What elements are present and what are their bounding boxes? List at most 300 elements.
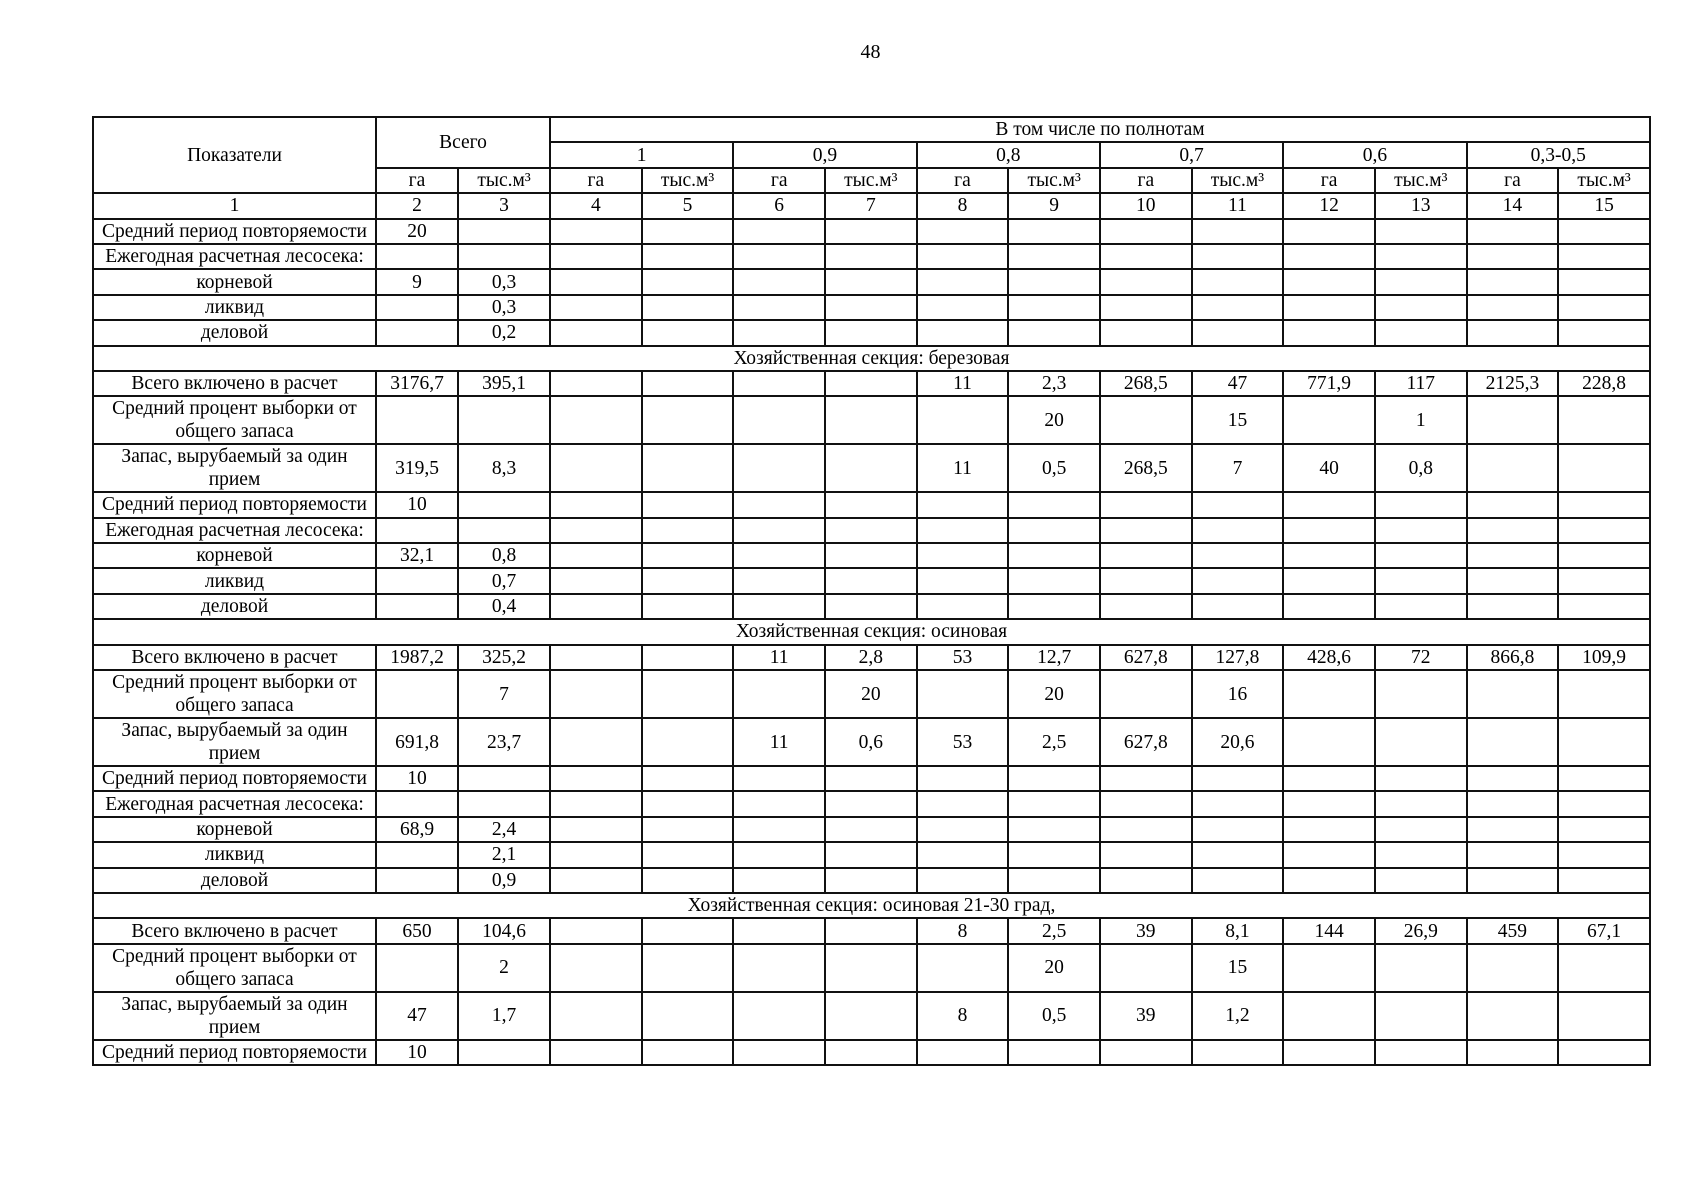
data-cell (825, 568, 917, 593)
data-cell (550, 670, 642, 718)
data-cell (917, 568, 1009, 593)
table-row (93, 543, 1650, 568)
data-cell (1375, 568, 1467, 593)
data-cell: 0,4 (458, 594, 550, 619)
data-cell: 39 (1100, 992, 1192, 1040)
row-label: деловой (93, 320, 376, 345)
data-cell (733, 444, 825, 492)
data-cell (1558, 670, 1650, 718)
data-cell: 10 (376, 766, 458, 791)
data-cell: 0,9 (458, 868, 550, 893)
data-cell: 47 (1192, 371, 1284, 396)
data-cell (550, 269, 642, 294)
data-cell (733, 992, 825, 1040)
data-cell (1283, 791, 1375, 816)
data-cell: 2,5 (1008, 918, 1100, 943)
data-cell: 20 (1008, 396, 1100, 444)
data-cell: 67,1 (1558, 918, 1650, 943)
data-cell: 7 (1192, 444, 1284, 492)
data-cell (825, 543, 917, 568)
data-cell (1375, 492, 1467, 517)
data-cell (1008, 766, 1100, 791)
table-row (93, 320, 1650, 345)
data-cell (733, 543, 825, 568)
data-cell (733, 244, 825, 269)
data-cell: 20 (825, 670, 917, 718)
data-cell (550, 817, 642, 842)
table-row (93, 817, 1650, 842)
data-cell (550, 1040, 642, 1065)
row-label: Ежегодная расчетная лесосека: (93, 518, 376, 543)
data-cell (1558, 543, 1650, 568)
data-cell (1008, 817, 1100, 842)
data-cell (376, 944, 458, 992)
table-row (93, 766, 1650, 791)
column-number: 15 (1558, 193, 1650, 218)
data-cell: 8 (917, 918, 1009, 943)
data-cell (1192, 320, 1284, 345)
data-cell (733, 817, 825, 842)
data-cell (1008, 842, 1100, 867)
data-cell (825, 594, 917, 619)
data-cell (1558, 868, 1650, 893)
data-cell (1467, 992, 1559, 1040)
data-cell: 0,5 (1008, 444, 1100, 492)
data-cell (825, 244, 917, 269)
data-cell (642, 718, 734, 766)
row-label: деловой (93, 594, 376, 619)
row-label: Всего включено в расчет (93, 918, 376, 943)
data-cell (1100, 568, 1192, 593)
table-row (93, 791, 1650, 816)
density-group-header: 0,6 (1283, 142, 1466, 167)
data-cell (1558, 444, 1650, 492)
data-cell: 8,3 (458, 444, 550, 492)
data-cell: 2,3 (1008, 371, 1100, 396)
data-cell (1100, 817, 1192, 842)
data-cell (1283, 219, 1375, 244)
data-cell: 1987,2 (376, 645, 458, 670)
data-cell (1100, 543, 1192, 568)
data-cell (1008, 244, 1100, 269)
data-cell (1558, 594, 1650, 619)
data-cell (550, 868, 642, 893)
section-title: Хозяйственная секция: березовая (93, 346, 1650, 371)
column-number: 5 (642, 193, 734, 218)
data-cell (1100, 791, 1192, 816)
unit-volume-header: тыс.м³ (1008, 168, 1100, 193)
data-cell (1467, 543, 1559, 568)
data-cell (1467, 518, 1559, 543)
data-cell (1558, 244, 1650, 269)
data-cell (1467, 817, 1559, 842)
row-label: Средний период повторяемости (93, 1040, 376, 1065)
data-cell (1375, 868, 1467, 893)
data-cell (1467, 791, 1559, 816)
data-cell (733, 371, 825, 396)
data-cell (642, 396, 734, 444)
data-cell: 16 (1192, 670, 1284, 718)
data-cell (917, 518, 1009, 543)
data-cell: 319,5 (376, 444, 458, 492)
data-cell (1375, 594, 1467, 619)
density-group-header: 0,9 (733, 142, 916, 167)
table-header (93, 117, 1650, 219)
data-cell (917, 219, 1009, 244)
data-cell (1558, 1040, 1650, 1065)
data-cell (376, 868, 458, 893)
data-cell: 20 (1008, 944, 1100, 992)
row-label: Средний процент выборки от общего запаса (93, 670, 376, 718)
data-cell (1008, 543, 1100, 568)
data-cell (550, 594, 642, 619)
data-cell (458, 518, 550, 543)
data-cell (1375, 766, 1467, 791)
data-cell (376, 670, 458, 718)
data-cell (550, 842, 642, 867)
data-cell (1283, 594, 1375, 619)
data-cell (1008, 518, 1100, 543)
unit-area-header: га (917, 168, 1009, 193)
data-cell (458, 1040, 550, 1065)
data-cell (825, 295, 917, 320)
data-cell (550, 944, 642, 992)
table-row (93, 269, 1650, 294)
data-cell: 15 (1192, 396, 1284, 444)
data-cell (1100, 944, 1192, 992)
table-row (93, 944, 1650, 992)
section-header-row (93, 619, 1650, 644)
table-row (93, 868, 1650, 893)
data-cell: 0,5 (1008, 992, 1100, 1040)
data-cell: 127,8 (1192, 645, 1284, 670)
row-label: Средний период повторяемости (93, 492, 376, 517)
data-cell (550, 543, 642, 568)
unit-volume-header: тыс.м³ (1375, 168, 1467, 193)
section-header-row (93, 893, 1650, 918)
data-cell (1375, 842, 1467, 867)
data-cell (550, 791, 642, 816)
data-cell (1008, 568, 1100, 593)
data-cell (1467, 396, 1559, 444)
data-cell (733, 670, 825, 718)
data-cell (917, 492, 1009, 517)
data-cell (917, 791, 1009, 816)
data-cell (1375, 543, 1467, 568)
data-cell (550, 718, 642, 766)
data-cell (1100, 492, 1192, 517)
row-label: ликвид (93, 568, 376, 593)
data-cell (1467, 1040, 1559, 1065)
data-cell (733, 219, 825, 244)
data-cell (1283, 670, 1375, 718)
data-cell: 0,6 (825, 718, 917, 766)
data-cell (1375, 670, 1467, 718)
data-cell (733, 320, 825, 345)
data-cell (733, 918, 825, 943)
data-cell (550, 244, 642, 269)
row-label: Средний период повторяемости (93, 766, 376, 791)
data-cell (642, 371, 734, 396)
data-cell (1192, 1040, 1284, 1065)
data-cell (1375, 518, 1467, 543)
data-cell (1467, 269, 1559, 294)
section-header-row (93, 346, 1650, 371)
data-cell: 11 (733, 645, 825, 670)
data-cell (642, 645, 734, 670)
unit-volume-header: тыс.м³ (1558, 168, 1650, 193)
data-cell (1100, 269, 1192, 294)
table-row (93, 371, 1650, 396)
data-cell (550, 492, 642, 517)
column-number: 7 (825, 193, 917, 218)
header-by-density: В том числе по полнотам (550, 117, 1650, 142)
data-cell: 9 (376, 269, 458, 294)
data-cell: 20 (376, 219, 458, 244)
data-cell: 627,8 (1100, 645, 1192, 670)
data-cell (1100, 1040, 1192, 1065)
section-title: Хозяйственная секция: осиновая (93, 619, 1650, 644)
data-cell: 144 (1283, 918, 1375, 943)
data-cell (642, 791, 734, 816)
data-cell: 53 (917, 645, 1009, 670)
data-cell: 8 (917, 992, 1009, 1040)
data-cell (642, 944, 734, 992)
data-cell (1467, 568, 1559, 593)
row-label: Всего включено в расчет (93, 645, 376, 670)
data-cell (1558, 518, 1650, 543)
data-cell (1283, 295, 1375, 320)
unit-volume-header: тыс.м³ (1192, 168, 1284, 193)
data-cell (550, 396, 642, 444)
data-cell (917, 670, 1009, 718)
data-cell (642, 444, 734, 492)
data-cell (917, 295, 1009, 320)
data-cell (1100, 518, 1192, 543)
data-cell: 39 (1100, 918, 1192, 943)
data-cell: 20,6 (1192, 718, 1284, 766)
data-cell (917, 320, 1009, 345)
data-cell (1375, 320, 1467, 345)
unit-area-header: га (1100, 168, 1192, 193)
data-cell (1558, 766, 1650, 791)
data-cell (1467, 444, 1559, 492)
data-cell: 11 (917, 371, 1009, 396)
data-cell (1008, 320, 1100, 345)
data-cell (1192, 219, 1284, 244)
data-cell: 268,5 (1100, 371, 1192, 396)
data-cell (458, 396, 550, 444)
row-label: деловой (93, 868, 376, 893)
data-cell (917, 944, 1009, 992)
data-cell (917, 594, 1009, 619)
data-cell: 0,7 (458, 568, 550, 593)
data-cell (1558, 992, 1650, 1040)
data-cell (458, 766, 550, 791)
data-cell (1558, 568, 1650, 593)
data-cell: 23,7 (458, 718, 550, 766)
column-number: 14 (1467, 193, 1559, 218)
density-group-header: 0,7 (1100, 142, 1283, 167)
data-cell (1192, 594, 1284, 619)
table-row (93, 718, 1650, 766)
data-cell (917, 543, 1009, 568)
column-number: 12 (1283, 193, 1375, 218)
data-cell: 0,8 (1375, 444, 1467, 492)
data-cell (376, 396, 458, 444)
data-cell (1375, 269, 1467, 294)
data-cell (1375, 244, 1467, 269)
data-cell: 0,2 (458, 320, 550, 345)
data-cell (1283, 244, 1375, 269)
data-cell (1467, 594, 1559, 619)
data-cell (1008, 791, 1100, 816)
data-cell (1558, 396, 1650, 444)
data-cell (642, 295, 734, 320)
data-cell: 1 (1375, 396, 1467, 444)
data-cell (825, 444, 917, 492)
data-cell (1558, 791, 1650, 816)
data-cell: 32,1 (376, 543, 458, 568)
data-cell (825, 791, 917, 816)
header-column-numbers-row (93, 193, 1650, 218)
data-cell: 325,2 (458, 645, 550, 670)
page-number: 48 (860, 41, 881, 63)
data-cell (458, 219, 550, 244)
table-row (93, 842, 1650, 867)
data-cell (1100, 766, 1192, 791)
table-row (93, 594, 1650, 619)
data-cell (642, 817, 734, 842)
data-cell (733, 868, 825, 893)
data-cell (1283, 766, 1375, 791)
data-cell: 40 (1283, 444, 1375, 492)
data-cell (1008, 868, 1100, 893)
unit-area-header: га (550, 168, 642, 193)
data-cell (825, 868, 917, 893)
data-cell (825, 918, 917, 943)
data-cell (1100, 594, 1192, 619)
data-cell (642, 518, 734, 543)
data-cell (550, 918, 642, 943)
data-cell (1375, 219, 1467, 244)
data-cell (1100, 244, 1192, 269)
data-cell: 2 (458, 944, 550, 992)
data-cell (1467, 944, 1559, 992)
density-group-header: 0,8 (917, 142, 1100, 167)
data-cell (825, 817, 917, 842)
data-cell (1467, 219, 1559, 244)
data-cell (917, 1040, 1009, 1065)
table-row (93, 645, 1650, 670)
data-cell (1008, 219, 1100, 244)
data-cell (1283, 817, 1375, 842)
data-cell (1467, 320, 1559, 345)
data-cell: 104,6 (458, 918, 550, 943)
data-cell: 2,5 (1008, 718, 1100, 766)
data-cell: 20 (1008, 670, 1100, 718)
data-cell (733, 594, 825, 619)
data-cell (642, 842, 734, 867)
data-cell (376, 791, 458, 816)
data-cell (733, 396, 825, 444)
data-table (92, 116, 1651, 1066)
table-row (93, 670, 1650, 718)
data-cell: 1,7 (458, 992, 550, 1040)
unit-volume-header: тыс.м³ (458, 168, 550, 193)
data-cell (1375, 791, 1467, 816)
row-label: Всего включено в расчет (93, 371, 376, 396)
data-cell (1008, 295, 1100, 320)
row-label: Запас, вырубаемый за один прием (93, 444, 376, 492)
data-cell (376, 842, 458, 867)
data-cell (1192, 543, 1284, 568)
data-cell (1375, 944, 1467, 992)
data-cell (642, 868, 734, 893)
data-cell (1283, 518, 1375, 543)
header-total: Всего (376, 117, 550, 168)
data-cell (1558, 492, 1650, 517)
data-cell (825, 992, 917, 1040)
data-cell (917, 269, 1009, 294)
data-cell: 2,1 (458, 842, 550, 867)
data-cell (917, 817, 1009, 842)
row-label: корневой (93, 543, 376, 568)
data-cell: 11 (917, 444, 1009, 492)
data-cell (642, 219, 734, 244)
data-cell (1375, 718, 1467, 766)
data-cell (642, 766, 734, 791)
data-cell (376, 518, 458, 543)
row-label: Запас, вырубаемый за один прием (93, 718, 376, 766)
row-label: Запас, вырубаемый за один прием (93, 992, 376, 1040)
data-cell (733, 842, 825, 867)
data-cell (550, 766, 642, 791)
data-cell (1467, 492, 1559, 517)
data-cell (1283, 568, 1375, 593)
data-cell (1192, 269, 1284, 294)
data-cell: 10 (376, 1040, 458, 1065)
data-cell (642, 492, 734, 517)
data-cell: 8,1 (1192, 918, 1284, 943)
data-cell (733, 518, 825, 543)
data-cell (733, 791, 825, 816)
data-cell (550, 219, 642, 244)
data-cell (1100, 219, 1192, 244)
data-cell (458, 244, 550, 269)
data-cell (1192, 842, 1284, 867)
data-cell (550, 371, 642, 396)
data-cell (1192, 868, 1284, 893)
data-cell (376, 244, 458, 269)
data-cell (642, 992, 734, 1040)
data-cell: 47 (376, 992, 458, 1040)
table-body (93, 219, 1650, 1066)
data-cell: 0,3 (458, 269, 550, 294)
data-cell (550, 568, 642, 593)
data-cell (1100, 670, 1192, 718)
data-cell (1100, 868, 1192, 893)
unit-volume-header: тыс.м³ (642, 168, 734, 193)
row-label: Средний процент выборки от общего запаса (93, 944, 376, 992)
data-cell (825, 269, 917, 294)
header-row-top (93, 117, 1650, 142)
data-cell (733, 269, 825, 294)
data-cell (1558, 718, 1650, 766)
column-number: 10 (1100, 193, 1192, 218)
data-cell (1558, 295, 1650, 320)
data-cell (1192, 492, 1284, 517)
